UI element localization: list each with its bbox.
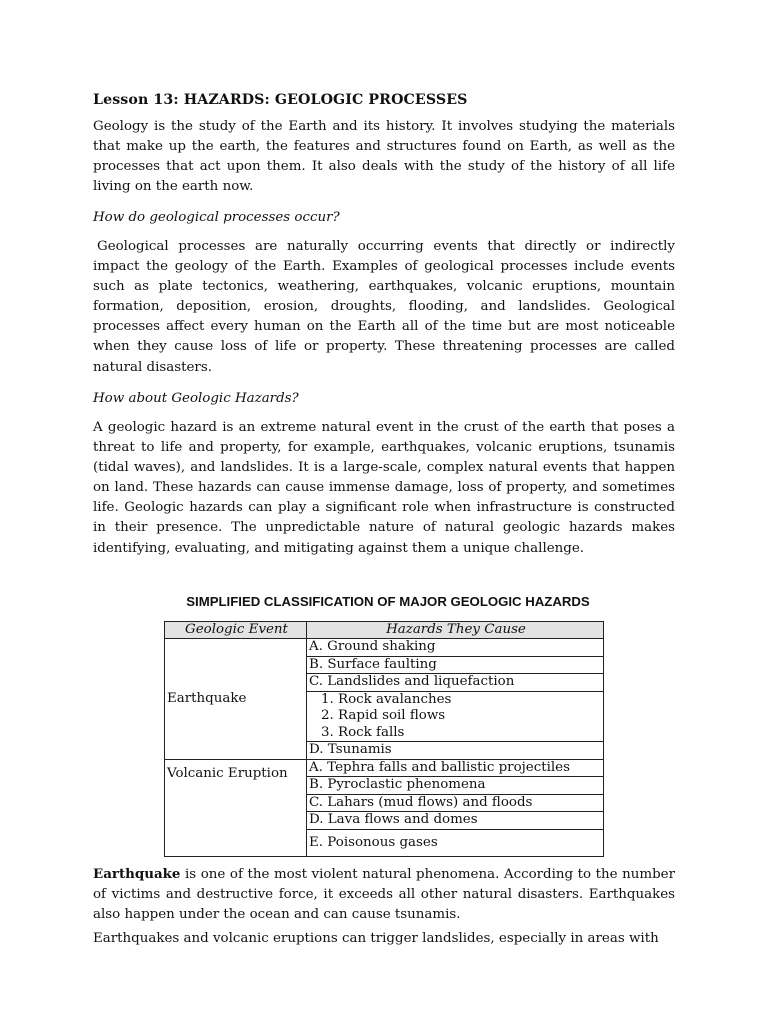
question-geologic-hazards: How about Geologic Hazards?: [93, 391, 299, 406]
hazard-subcell: 3. Rock falls: [307, 725, 604, 742]
hazard-cell: B. Surface faulting: [307, 656, 604, 674]
landslides-paragraph: Earthquakes and volcanic eruptions can trigger landslides, especially in areas with: [93, 931, 659, 946]
table-row: [165, 759, 604, 777]
earthquake-term: Earthquake: [93, 866, 181, 882]
hazard-cell: E. Poisonous gases: [307, 829, 604, 856]
hazard-cell: A. Tephra falls and ballistic projectiles: [307, 759, 604, 777]
event-earthquake: Earthquake: [165, 639, 307, 760]
geological-processes-paragraph: Geological processes are naturally occurring events that directly or indirectly impact the geology of the Earth. Examples of geological processes include events such as plate tectonics, weathering, earthquakes, volcanic eruptions, mountain formation, deposition, erosion, droughts, flooding, and landslides. Geological processes affect every human on the Earth all of the time but are most noticeable when they cause loss of life or property. These threatening processes are called natural disasters.: [93, 239, 675, 375]
hazard-cell: B. Pyroclastic phenomena: [307, 777, 604, 795]
intro-paragraph: Geology is the study of the Earth and its history. It involves studying the materials that make up the earth, the features and structures found on Earth, as well as the processes that act upon them. It also deals with the study of the history of all life living on the earth now.: [93, 119, 675, 195]
hazard-subcell: 1. Rock avalanches: [307, 691, 604, 708]
earthquake-paragraph: [93, 864, 675, 925]
hazard-subcell: 2. Rapid soil flows: [307, 708, 604, 725]
hazard-cell: A. Ground shaking: [307, 639, 604, 657]
hazard-cell: C. Lahars (mud flows) and floods: [307, 794, 604, 812]
hazards-table: [164, 621, 604, 857]
hazard-cell: D. Lava flows and domes: [307, 812, 604, 830]
hazard-cell: C. Landslides and liquefaction: [307, 674, 604, 692]
table-row: [165, 639, 604, 657]
table-header-row: [165, 622, 604, 639]
event-volcanic-eruption: Volcanic Eruption: [165, 759, 307, 856]
lesson-title: Lesson 13: HAZARDS: GEOLOGIC PROCESSES: [93, 92, 468, 108]
column-header-hazards: Hazards They Cause: [307, 622, 604, 639]
earthquake-paragraph-text: is one of the most violent natural phenomena. According to the number of victims and destructive force, it exceeds all other natural disasters. Earthquakes also happen under the ocean and can cause tsunamis.: [93, 867, 675, 923]
hazard-cell: D. Tsunamis: [307, 742, 604, 760]
question-geological-processes: How do geological processes occur?: [93, 210, 340, 225]
column-header-event: Geologic Event: [165, 622, 307, 639]
geologic-hazards-paragraph: A geologic hazard is an extreme natural event in the crust of the earth that poses a threat to life and property, for example, earthquakes, volcanic eruptions, tsunamis (tidal waves), and landslides. It is a large-scale, complex natural events that happen on land. These hazards can cause immense damage, loss of property, and sometimes life. Geologic hazards can play a significant role when infrastructure is constructed in their presence. The unpredictable nature of natural geologic hazards makes identifying, evaluating, and mitigating against them a unique challenge.: [93, 420, 675, 556]
table-title: SIMPLIFIED CLASSIFICATION OF MAJOR GEOLOGIC HAZARDS: [186, 594, 590, 609]
